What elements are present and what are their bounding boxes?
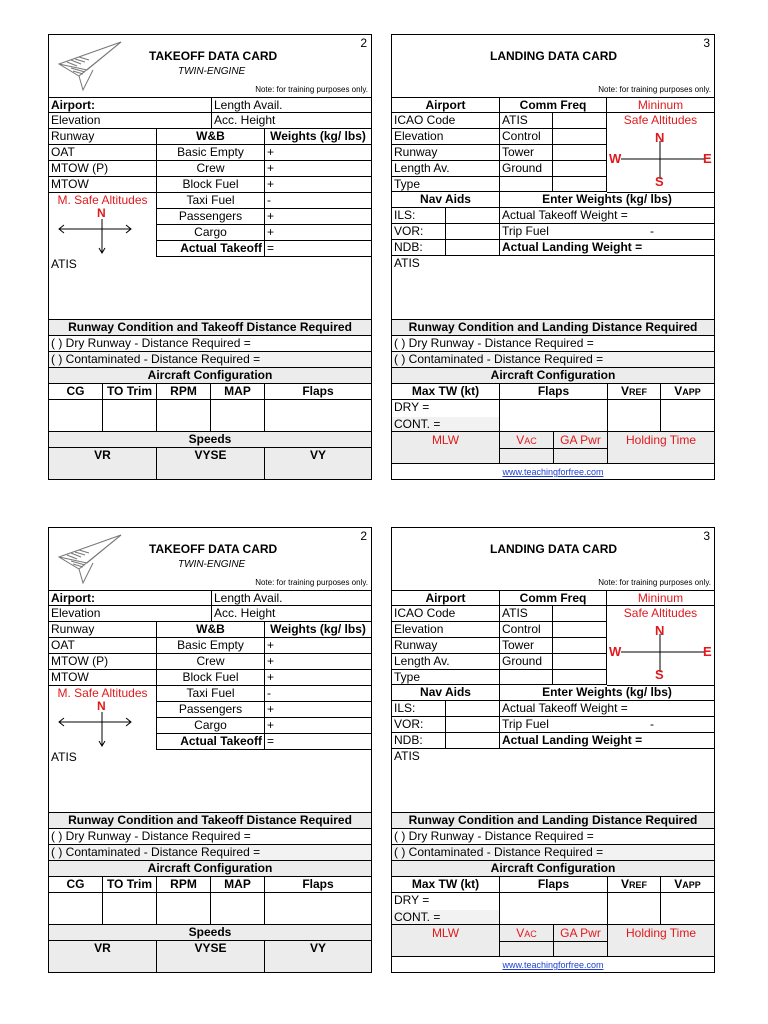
max-tw-cell[interactable] xyxy=(392,893,500,924)
card-title: LANDING DATA CARD xyxy=(490,542,618,556)
aircraft-config-header: Aircraft Configuration xyxy=(49,861,371,877)
rpm-header: RPM xyxy=(157,877,211,892)
freq-row-label: Control xyxy=(500,129,553,145)
freq-row-input[interactable] xyxy=(553,129,607,145)
max-tw-header: Max TW (kt) xyxy=(392,877,500,892)
weight-row-label: Actual Landing Weight = xyxy=(502,240,643,254)
weight-row-label: Trip Fuel xyxy=(502,717,549,731)
weight-row[interactable] xyxy=(500,224,714,240)
runway-condition-header: Runway Condition and Landing Distance Required xyxy=(392,320,714,336)
atis-label: ATIS xyxy=(51,750,77,764)
mtow-p-field[interactable]: MTOW (P) xyxy=(49,161,157,177)
landing-data-card xyxy=(391,34,715,480)
atis-field[interactable] xyxy=(49,257,371,320)
dry-runway-row[interactable]: ( ) Dry Runway - Distance Required = xyxy=(392,336,714,352)
page-number: 2 xyxy=(360,36,367,50)
nav-aid-label: ILS: xyxy=(392,701,446,717)
ga-pwr-cell[interactable] xyxy=(554,432,608,463)
speeds-header: Speeds xyxy=(49,925,371,941)
weight-row[interactable] xyxy=(500,240,714,256)
wb-row-value[interactable]: + xyxy=(267,209,275,223)
ga-pwr-cell[interactable] xyxy=(554,925,608,956)
atis-label: ATIS xyxy=(394,256,420,270)
atis-label: ATIS xyxy=(394,749,420,763)
vref-header: VREF xyxy=(608,877,661,892)
compass-west: W xyxy=(609,151,622,166)
rpm-header: RPM xyxy=(157,384,211,399)
airport-header: Airport xyxy=(392,98,500,112)
wb-row[interactable] xyxy=(157,686,371,702)
website-link[interactable]: www.teachingforfree.com xyxy=(502,960,604,970)
weight-row[interactable] xyxy=(500,717,714,733)
runway-field[interactable]: Runway xyxy=(49,129,157,144)
compass-north: N xyxy=(655,130,665,145)
flaps-input[interactable] xyxy=(265,893,371,924)
vyse-header[interactable]: VYSE xyxy=(157,448,265,479)
airport-label: Airport: xyxy=(49,98,212,112)
wb-row-value[interactable]: + xyxy=(267,718,275,732)
map-header: MAP xyxy=(211,877,265,892)
compass-box xyxy=(607,606,714,686)
runway-condition-header: Runway Condition and Takeoff Distance Required xyxy=(49,813,371,829)
weight-row-label: Actual Takeoff Weight = xyxy=(502,208,628,222)
training-note: Note: for training purposes only. xyxy=(255,85,368,94)
dry-tw: DRY = xyxy=(392,893,499,910)
flaps-input[interactable] xyxy=(500,400,608,431)
actual-takeoff-value[interactable]: = xyxy=(267,734,275,748)
compass-west: W xyxy=(609,644,622,659)
wb-row[interactable] xyxy=(157,161,371,177)
airport-row-field[interactable]: Length Av. xyxy=(392,654,500,670)
page-number: 3 xyxy=(703,36,710,50)
max-tw-cell[interactable] xyxy=(392,400,500,431)
wb-row[interactable] xyxy=(157,670,371,686)
nav-aid-input[interactable] xyxy=(446,701,500,717)
airport-header: Airport xyxy=(392,591,500,605)
mtow-p-field[interactable]: MTOW (P) xyxy=(49,654,157,670)
elevation-field[interactable]: Elevation xyxy=(49,606,212,621)
holding-time-label[interactable]: Holding Time xyxy=(625,926,697,940)
wb-row-value[interactable]: + xyxy=(267,702,275,716)
safe-altitudes-label: Safe Altitudes xyxy=(623,113,698,127)
freq-row-label: Control xyxy=(500,622,553,638)
flaps-header: Flaps xyxy=(500,877,608,892)
wb-row-label: Basic Empty xyxy=(157,145,265,160)
safe-altitudes-label: M. Safe Altitudes xyxy=(57,193,148,207)
wb-row-value[interactable]: + xyxy=(267,145,275,159)
safe-altitude-box xyxy=(49,193,157,257)
oat-field[interactable]: OAT xyxy=(49,145,157,161)
weight-row[interactable] xyxy=(500,208,714,224)
to-trim-header: TO Trim xyxy=(103,384,157,399)
vref-input[interactable] xyxy=(608,893,661,924)
freq-row-label xyxy=(500,670,553,685)
airport-row-field[interactable]: Runway xyxy=(392,145,500,161)
cg-header: CG xyxy=(49,384,103,399)
freq-row-label: ATIS xyxy=(500,606,553,622)
contaminated-row[interactable]: ( ) Contaminated - Distance Required = xyxy=(392,845,714,861)
card-title: LANDING DATA CARD xyxy=(490,49,618,63)
wb-row[interactable] xyxy=(157,654,371,670)
airport-row-field[interactable]: Elevation xyxy=(392,622,500,638)
holding-time-label[interactable]: Holding Time xyxy=(625,433,697,447)
mtow-field[interactable]: MTOW xyxy=(49,177,157,193)
freq-row-label: Ground xyxy=(500,161,553,177)
comm-freq-header: Comm Freq xyxy=(500,98,607,112)
wb-row-label: Block Fuel xyxy=(157,670,265,685)
weight-row-label: Actual Takeoff Weight = xyxy=(502,701,628,715)
freq-row-input[interactable] xyxy=(553,606,607,622)
vr-header[interactable]: VR xyxy=(49,941,157,972)
wb-row[interactable] xyxy=(157,209,371,225)
dry-tw: DRY = xyxy=(392,400,499,417)
map-header: MAP xyxy=(211,384,265,399)
freq-row-input[interactable] xyxy=(553,161,607,177)
compass-arrows-icon xyxy=(57,712,147,750)
flaps-header: Flaps xyxy=(302,877,334,891)
nav-aid-label: ILS: xyxy=(392,208,446,224)
vref-input[interactable] xyxy=(608,400,661,431)
to-trim-header: TO Trim xyxy=(103,877,157,892)
card-title: TAKEOFF DATA CARD xyxy=(149,542,278,556)
safe-altitude-box xyxy=(49,686,157,750)
wb-row-label: Taxi Fuel xyxy=(157,686,265,701)
compass-east: E xyxy=(703,644,712,659)
airport-row-field[interactable]: Elevation xyxy=(392,129,500,145)
wb-row[interactable] xyxy=(157,225,371,241)
wb-row-value[interactable]: + xyxy=(267,638,275,652)
safe-altitudes-label: Safe Altitudes xyxy=(623,606,698,620)
freq-row-input[interactable] xyxy=(553,113,607,129)
wb-row[interactable] xyxy=(157,177,371,193)
freq-row-input[interactable] xyxy=(553,638,607,654)
elevation-field[interactable]: Elevation xyxy=(49,113,212,128)
wb-row-value[interactable]: + xyxy=(267,177,275,191)
north-label: N xyxy=(97,699,106,713)
rpm-input[interactable] xyxy=(157,400,211,431)
page-number: 3 xyxy=(703,529,710,543)
airport-row-field[interactable]: Type xyxy=(392,670,500,685)
training-note: Note: for training purposes only. xyxy=(598,578,711,587)
takeoff-data-card xyxy=(48,34,372,480)
acc-height-field[interactable]: Acc. Height xyxy=(214,606,276,620)
airport-row-field[interactable]: Runway xyxy=(392,638,500,654)
vac-cell[interactable]: VAC xyxy=(500,925,554,956)
nav-aid-label: VOR: xyxy=(392,224,446,240)
nav-aid-input[interactable] xyxy=(446,224,500,240)
ga-pwr-label: GA Pwr xyxy=(554,432,607,449)
wb-header: W&B xyxy=(157,622,265,637)
card-subtitle: TWIN-ENGINE xyxy=(178,559,246,570)
vac-cell[interactable]: VAC xyxy=(500,432,554,463)
speeds-header: Speeds xyxy=(49,432,371,448)
freq-row-input[interactable] xyxy=(553,670,607,685)
map-input[interactable] xyxy=(211,400,265,431)
flaps-header: Flaps xyxy=(302,384,334,398)
runway-condition-header: Runway Condition and Takeoff Distance Required xyxy=(49,320,371,336)
nav-aid-input[interactable] xyxy=(446,717,500,733)
ga-pwr-label: GA Pwr xyxy=(554,925,607,942)
to-trim-input[interactable] xyxy=(103,400,157,431)
paper-airplane-icon xyxy=(57,533,123,585)
takeoff-data-card xyxy=(48,527,372,973)
paper-airplane-icon xyxy=(57,40,123,92)
wb-row-value[interactable]: + xyxy=(267,161,275,175)
dry-runway-row[interactable]: ( ) Dry Runway - Distance Required = xyxy=(49,336,371,352)
compass-arrows-icon xyxy=(57,219,147,257)
wb-row[interactable] xyxy=(157,638,371,654)
contaminated-row[interactable]: ( ) Contaminated - Distance Required = xyxy=(49,352,371,368)
wb-row-label: Cargo xyxy=(157,225,265,240)
compass-south: S xyxy=(655,667,664,682)
aircraft-config-header: Aircraft Configuration xyxy=(392,368,714,384)
training-note: Note: for training purposes only. xyxy=(598,85,711,94)
wb-row[interactable] xyxy=(157,193,371,209)
weight-row[interactable] xyxy=(500,733,714,749)
vref-header: VREF xyxy=(608,384,661,399)
weight-row-sign: - xyxy=(650,224,654,238)
runway-condition-header: Runway Condition and Landing Distance Required xyxy=(392,813,714,829)
wb-row-label: Crew xyxy=(157,161,265,176)
oat-field[interactable]: OAT xyxy=(49,638,157,654)
enter-weights-header: Enter Weights (kg/ lbs) xyxy=(542,192,672,206)
safe-altitudes-label: M. Safe Altitudes xyxy=(57,686,148,700)
wb-row-label: Passengers xyxy=(157,209,265,224)
weight-row-label: Trip Fuel xyxy=(502,224,549,238)
mlw-label[interactable]: MLW xyxy=(392,925,500,956)
nav-aid-input[interactable] xyxy=(446,208,500,224)
freq-row-label: Ground xyxy=(500,654,553,670)
nav-aids-header: Nav Aids xyxy=(392,685,500,700)
vapp-input[interactable] xyxy=(661,893,714,924)
wb-row-value[interactable]: + xyxy=(267,654,275,668)
cg-input[interactable] xyxy=(49,400,103,431)
wb-row-value[interactable]: - xyxy=(267,686,271,700)
nav-aid-label: NDB: xyxy=(392,240,446,256)
landing-data-card xyxy=(391,527,715,973)
length-avail-field[interactable]: Length Avail. xyxy=(214,98,283,112)
runway-field[interactable]: Runway xyxy=(49,622,157,637)
cont-tw: CONT. = xyxy=(392,910,499,924)
freq-row-label: ATIS xyxy=(500,113,553,129)
weight-row[interactable] xyxy=(500,701,714,717)
airport-row-field[interactable]: Type xyxy=(392,177,500,192)
vapp-header: VAPP xyxy=(674,877,701,891)
weights-header: Weights (kg/ lbs) xyxy=(270,622,366,636)
wb-row[interactable] xyxy=(157,145,371,161)
atis-field[interactable] xyxy=(392,256,714,320)
atis-field[interactable] xyxy=(49,750,371,813)
weights-header: Weights (kg/ lbs) xyxy=(270,129,366,143)
map-input[interactable] xyxy=(211,893,265,924)
vyse-header[interactable]: VYSE xyxy=(157,941,265,972)
nav-aid-label: NDB: xyxy=(392,733,446,749)
compass-north: N xyxy=(655,623,665,638)
airport-label: Airport: xyxy=(49,591,212,605)
mtow-field[interactable]: MTOW xyxy=(49,670,157,686)
vy-header[interactable]: VY xyxy=(309,448,326,462)
wb-row-value[interactable]: + xyxy=(267,225,275,239)
acc-height-field[interactable]: Acc. Height xyxy=(214,113,276,127)
vapp-input[interactable] xyxy=(661,400,714,431)
website-link[interactable]: www.teachingforfree.com xyxy=(502,467,604,477)
vac-label: V xyxy=(516,433,525,447)
wb-header: W&B xyxy=(157,129,265,144)
nav-aid-label: VOR: xyxy=(392,717,446,733)
cg-input[interactable] xyxy=(49,893,103,924)
flaps-input[interactable] xyxy=(500,893,608,924)
enter-weights-header: Enter Weights (kg/ lbs) xyxy=(542,685,672,699)
freq-row-label: Tower xyxy=(500,638,553,654)
to-trim-input[interactable] xyxy=(103,893,157,924)
flaps-header: Flaps xyxy=(500,384,608,399)
nav-aids-header: Nav Aids xyxy=(392,192,500,207)
vapp-header: VAPP xyxy=(674,384,701,398)
freq-row-input[interactable] xyxy=(553,654,607,670)
vr-header[interactable]: VR xyxy=(49,448,157,479)
card-subtitle: TWIN-ENGINE xyxy=(178,66,246,77)
aircraft-config-header: Aircraft Configuration xyxy=(49,368,371,384)
contaminated-row[interactable]: ( ) Contaminated - Distance Required = xyxy=(49,845,371,861)
freq-row-label: Tower xyxy=(500,145,553,161)
comm-freq-header: Comm Freq xyxy=(500,591,607,605)
weight-row-sign: - xyxy=(650,717,654,731)
north-label: N xyxy=(97,206,106,220)
freq-row-label xyxy=(500,177,553,192)
wb-row-value[interactable]: - xyxy=(267,193,271,207)
wb-row-label: Passengers xyxy=(157,702,265,717)
rpm-input[interactable] xyxy=(157,893,211,924)
wb-row[interactable] xyxy=(157,718,371,734)
actual-takeoff-label: Actual Takeoff xyxy=(157,734,265,749)
nav-aid-input[interactable] xyxy=(446,733,500,749)
page-number: 2 xyxy=(360,529,367,543)
wb-row-label: Taxi Fuel xyxy=(157,193,265,208)
aircraft-config-header: Aircraft Configuration xyxy=(392,861,714,877)
card-title: TAKEOFF DATA CARD xyxy=(149,49,278,63)
atis-label: ATIS xyxy=(51,257,77,271)
freq-row-input[interactable] xyxy=(553,622,607,638)
flaps-input[interactable] xyxy=(265,400,371,431)
max-tw-header: Max TW (kt) xyxy=(392,384,500,399)
vac-label: V xyxy=(516,926,525,940)
wb-row-value[interactable]: + xyxy=(267,670,275,684)
training-note: Note: for training purposes only. xyxy=(255,578,368,587)
wb-row-label: Crew xyxy=(157,654,265,669)
wb-row-label: Basic Empty xyxy=(157,638,265,653)
airport-row-field[interactable]: ICAO Code xyxy=(392,113,500,129)
atis-field[interactable] xyxy=(392,749,714,813)
cont-tw: CONT. = xyxy=(392,417,499,431)
wb-row-label: Cargo xyxy=(157,718,265,733)
dry-runway-row[interactable]: ( ) Dry Runway - Distance Required = xyxy=(49,829,371,845)
actual-takeoff-value[interactable]: = xyxy=(267,241,275,255)
wb-row-label: Block Fuel xyxy=(157,177,265,192)
compass-south: S xyxy=(655,174,664,189)
actual-takeoff-label: Actual Takeoff xyxy=(157,241,265,256)
airport-row-field[interactable]: Length Av. xyxy=(392,161,500,177)
compass-box xyxy=(607,113,714,193)
contaminated-row[interactable]: ( ) Contaminated - Distance Required = xyxy=(392,352,714,368)
freq-row-input[interactable] xyxy=(553,177,607,192)
nav-aid-input[interactable] xyxy=(446,240,500,256)
compass-east: E xyxy=(703,151,712,166)
cg-header: CG xyxy=(49,877,103,892)
wb-row[interactable] xyxy=(157,702,371,718)
dry-runway-row[interactable]: ( ) Dry Runway - Distance Required = xyxy=(392,829,714,845)
minimum-label: Mininum xyxy=(637,591,684,605)
weight-row-label: Actual Landing Weight = xyxy=(502,733,643,747)
mlw-label[interactable]: MLW xyxy=(392,432,500,463)
vy-header[interactable]: VY xyxy=(309,941,326,955)
airport-row-field[interactable]: ICAO Code xyxy=(392,606,500,622)
freq-row-input[interactable] xyxy=(553,145,607,161)
length-avail-field[interactable]: Length Avail. xyxy=(214,591,283,605)
minimum-label: Mininum xyxy=(637,98,684,112)
